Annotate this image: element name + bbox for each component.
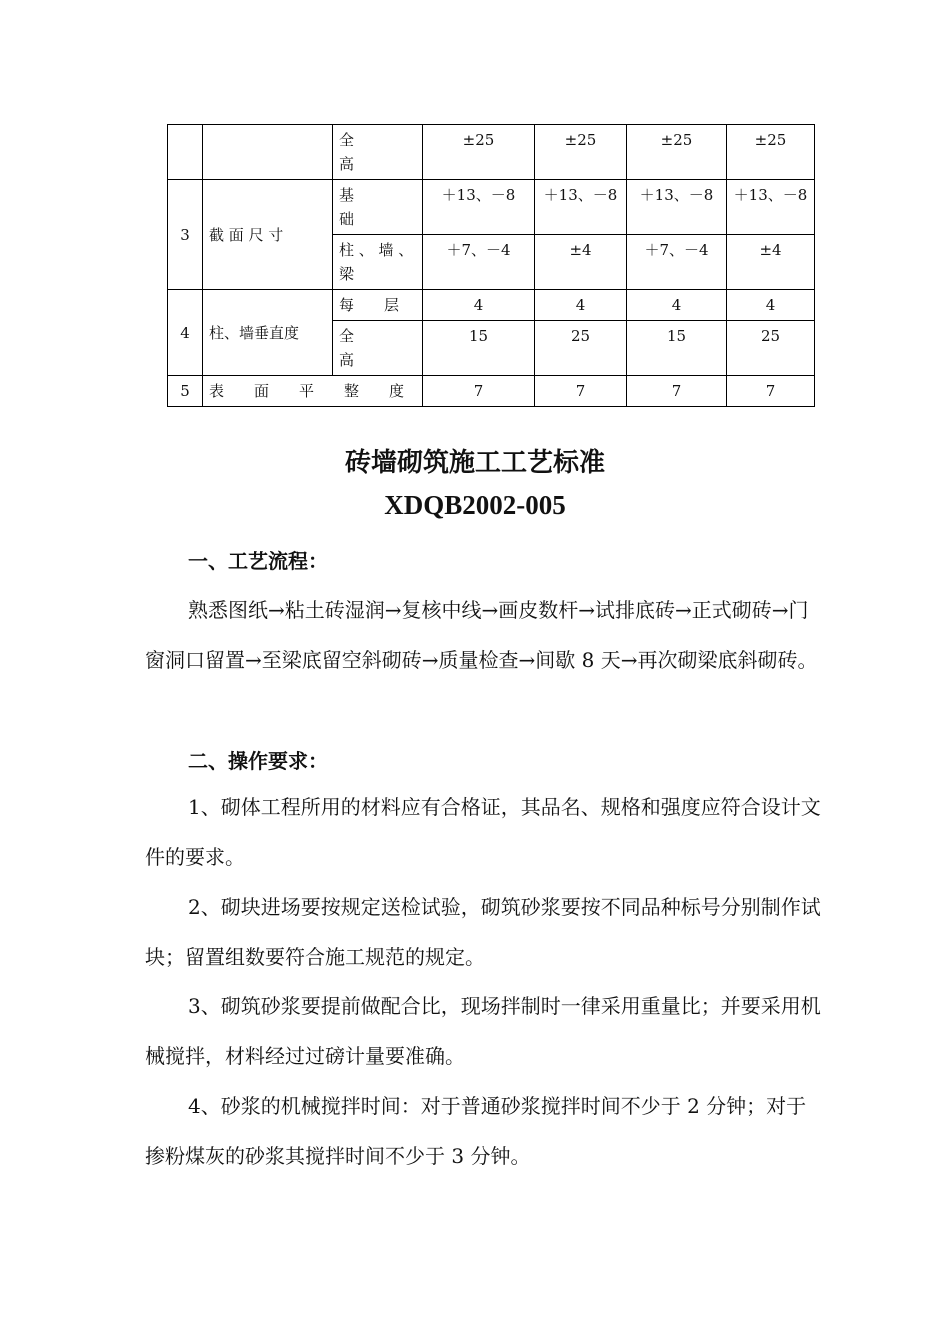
- value-cell: ±4: [727, 235, 815, 290]
- section-heading-requirements: 二、操作要求：: [188, 749, 328, 773]
- row-number: 5: [168, 376, 203, 407]
- row-number: 4: [168, 290, 203, 376]
- requirement-3: 3、砌筑砂浆要提前做配合比，现场拌制时一律采用重量比；并要采用机械搅拌，材料经过过磅计量要准确。: [145, 994, 821, 1068]
- sub-item-label: 全高: [339, 327, 355, 369]
- value-cell: ±25: [535, 125, 627, 180]
- value-cell: ±4: [535, 235, 627, 290]
- value-cell: ＋13、－8: [727, 180, 815, 235]
- item-name: [203, 125, 333, 180]
- process-flow-paragraph: 熟悉图纸→粘土砖湿润→复核中线→画皮数杆→试排底砖→正式砌砖→门窗洞口留置→至梁底留空斜砌砖→质量检查→间歇 8 天→再次砌梁底斜砌砖。: [145, 598, 818, 672]
- document-title: 砖墙砌筑施工工艺标准: [344, 448, 605, 478]
- value-cell: 4: [727, 290, 815, 321]
- requirement-1: 1、砌体工程所用的材料应有合格证，其品名、规格和强度应符合设计文件的要求。: [145, 795, 821, 869]
- value-cell: 7: [727, 376, 815, 407]
- sub-item: 每 层: [333, 290, 423, 321]
- row-number: 3: [168, 180, 203, 290]
- item-name: 柱、墙垂直度: [203, 290, 333, 376]
- table-row: [168, 290, 815, 321]
- value-cell: ＋13、－8: [535, 180, 627, 235]
- row-number: [168, 125, 203, 180]
- value-cell: 7: [423, 376, 535, 407]
- sub-item: 柱 、 墙 、梁: [333, 235, 423, 290]
- value-cell: 4: [627, 290, 727, 321]
- sub-item-label: 基础: [339, 186, 355, 228]
- sub-item-label: 全高: [339, 131, 355, 173]
- value-cell: ＋13、－8: [423, 180, 535, 235]
- item-name: 表 面 平 整 度: [203, 376, 423, 407]
- value-cell: ±25: [423, 125, 535, 180]
- value-cell: ±25: [627, 125, 727, 180]
- value-cell: 25: [727, 321, 815, 376]
- value-cell: 4: [423, 290, 535, 321]
- table-row: [168, 125, 815, 180]
- sub-item: [333, 125, 423, 180]
- value-cell: 7: [627, 376, 727, 407]
- sub-item: [333, 321, 423, 376]
- value-cell: ±25: [727, 125, 815, 180]
- value-cell: ＋13、－8: [627, 180, 727, 235]
- value-cell: 25: [535, 321, 627, 376]
- value-cell: 15: [423, 321, 535, 376]
- item-name: 截 面 尺 寸: [203, 180, 333, 290]
- value-cell: 4: [535, 290, 627, 321]
- value-cell: 7: [535, 376, 627, 407]
- value-cell: ＋7、－4: [423, 235, 535, 290]
- value-cell: 15: [627, 321, 727, 376]
- document-code: XDQB2002-005: [384, 490, 566, 520]
- table-row: [168, 180, 815, 235]
- sub-item: [333, 180, 423, 235]
- requirement-4: 4、砂浆的机械搅拌时间：对于普通砂浆搅拌时间不少于 2 分钟；对于掺粉煤灰的砂浆其搅拌时间不少于 3 分钟。: [145, 1094, 807, 1168]
- tolerance-table: [167, 124, 815, 407]
- requirement-2: 2、砌块进场要按规定送检试验，砌筑砂浆要按不同品种标号分别制作试块；留置组数要符合施工规范的规定。: [145, 895, 821, 969]
- section-heading-process: 一、工艺流程：: [188, 549, 328, 573]
- table-row: [168, 376, 815, 407]
- value-cell: ＋7、－4: [627, 235, 727, 290]
